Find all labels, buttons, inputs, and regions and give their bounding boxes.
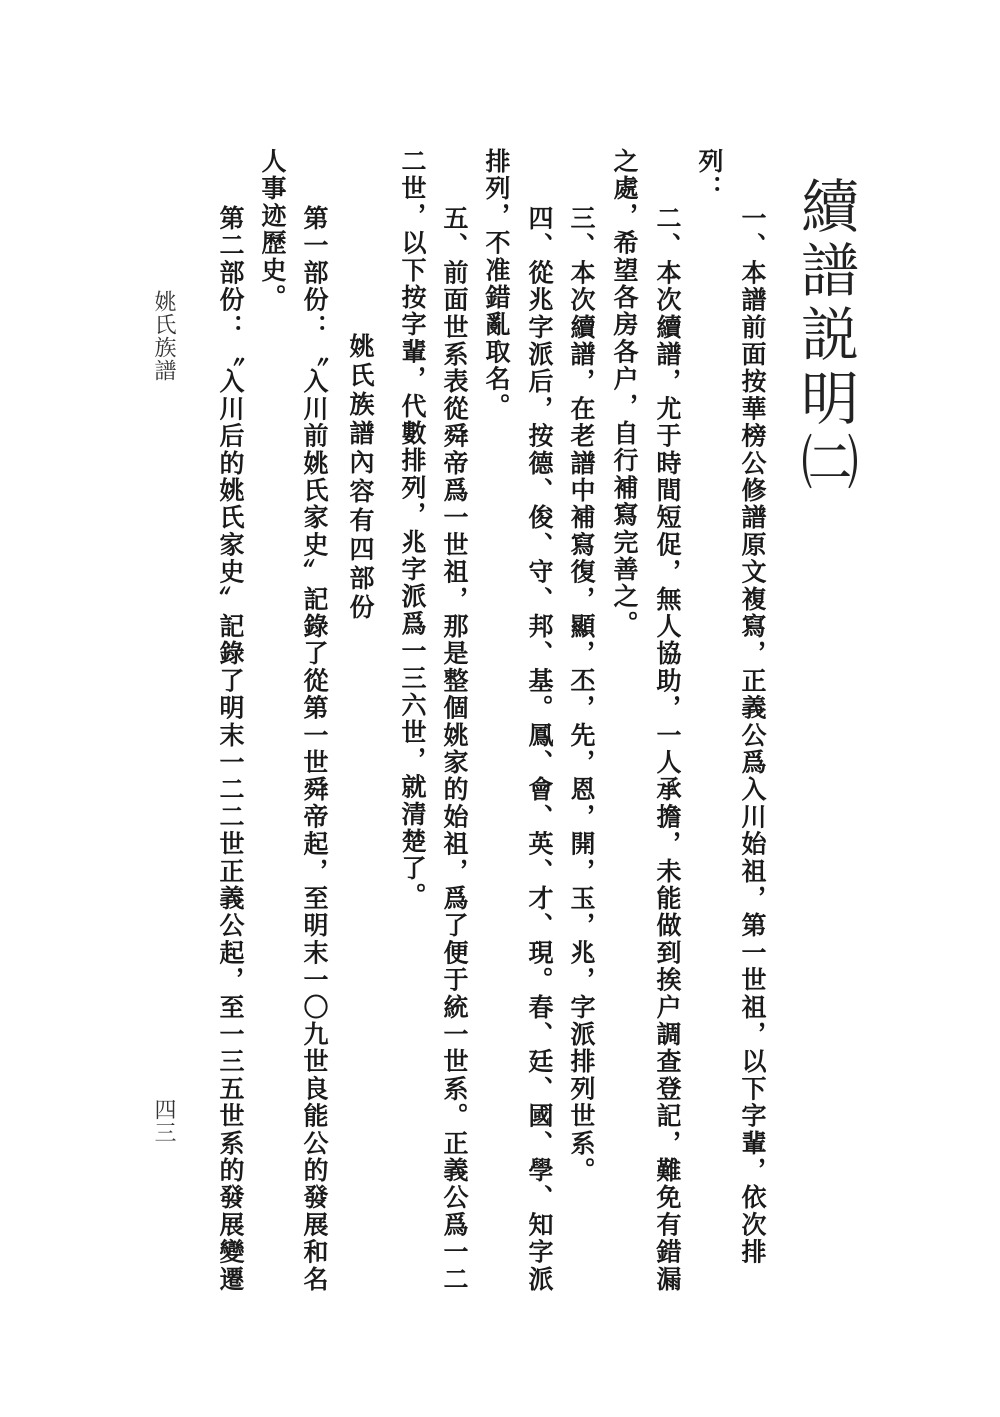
text-column: 列： <box>695 148 724 203</box>
section-heading: 姚氏族譜內容有四部份 <box>346 333 375 623</box>
text-column: 五、前面世系表從舜帝爲一世祖，那是整個姚家的始祖，爲了便于統一世系。正義公爲一二 <box>440 205 469 1293</box>
text-column: 第一部份：〝入川前姚氏家史〞記錄了從第一世舜帝起，至明末一〇九世良能公的發展和名 <box>300 205 329 1293</box>
page-number: 四三 <box>151 1098 176 1144</box>
book-name: 姚氏族譜 <box>151 290 176 382</box>
text-column: 第二部份：〝入川后的姚氏家史〞記錄了明末一二二世正義公起，至一三五世系的發展變遷 <box>216 205 245 1293</box>
page-title: 續譜説明㈡ <box>791 176 859 496</box>
text-column: 三、本次續譜，在老譜中補寫復，顯，丕，先，恩，開，玉，兆，字派排列世系。 <box>567 205 596 1185</box>
text-column: 排列，不准錯亂取名。 <box>482 148 511 420</box>
text-column: 之處，希望各房各户，自行補寫完善之。 <box>610 148 639 638</box>
text-column: 二、本次續譜，尤于時間短促，無人協助，一人承擔，未能做到挨户調查登記，難免有錯漏 <box>653 205 682 1293</box>
text-column: 人事迹歷史。 <box>258 148 287 312</box>
text-column: 四、從兆字派后，按德、俊、守、邦、基。鳳、會、英、才、現。春、廷、國、學、知字派 <box>525 205 554 1293</box>
text-column: 一、本譜前面按華榜公修譜原文複寫，正義公爲入川始祖，第一世祖，以下字輩，依次排 <box>738 205 767 1266</box>
text-column: 二世，以下按字輩，代數排列，兆字派爲一三六世，就清楚了。 <box>398 148 427 910</box>
